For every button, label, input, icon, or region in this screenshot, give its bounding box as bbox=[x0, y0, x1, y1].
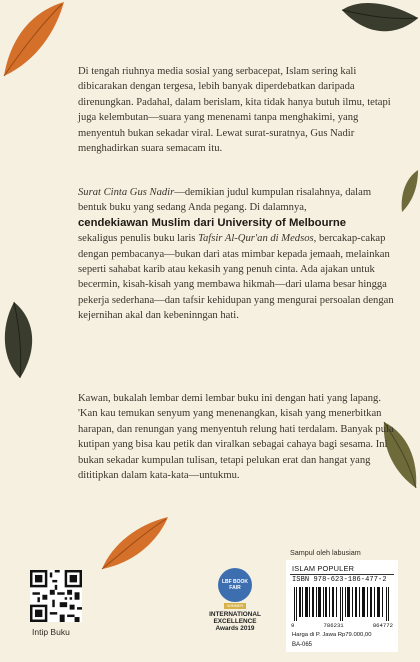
award-badge-text: LBF BOOK FAIR bbox=[221, 579, 249, 591]
award-ribbon: WINNER bbox=[224, 603, 246, 609]
divider bbox=[290, 574, 394, 575]
award-logo bbox=[198, 568, 272, 632]
olive-leaf-icon bbox=[396, 168, 420, 214]
award-badge-icon bbox=[218, 568, 252, 602]
qr-label: Intip Buku bbox=[32, 627, 70, 637]
barcode-digits bbox=[291, 622, 393, 629]
orange-leaf-icon bbox=[0, 0, 70, 80]
award-line-3: Awards 2019 bbox=[215, 625, 255, 632]
award-line-2: EXCELLENCE bbox=[213, 618, 257, 625]
dark-leaf-icon bbox=[0, 300, 40, 380]
barcode-digit-prefix: 9 bbox=[291, 622, 295, 629]
isbn-number: ISBN 978-623-186-477-2 bbox=[292, 576, 387, 584]
barcode-icon bbox=[292, 587, 392, 621]
dark-leaf-icon bbox=[340, 0, 420, 44]
barcode-digit-group-2: 864772 bbox=[372, 622, 393, 629]
paragraph-text: sekaligus penulis buku laris bbox=[78, 233, 196, 245]
paragraph-text: —demikian judul kumpulan risalahnya, dalam bentuk buku yang sedang Anda pegang. Di dalamnya, bbox=[78, 187, 372, 214]
barcode-label bbox=[286, 560, 398, 652]
barcode-digit-group-1: 786231 bbox=[323, 622, 344, 629]
blurb-paragraph-1: Di tengah riuhnya media sosial yang serbacepat, Islam sering kali dibicarakan dengan tergesa, lebih banyak diperdebatkan daripada direnungkan. Padahal, dalam berislam, kita tidak hanya butuh ilmu, tetapi juga kelembutan—suara yang menenami tanpa menghakimi, yang menyentuh bukan sekadar viral. Lewat surat-suratnya, Gus Nadir menghadirkan suara semacam itu. bbox=[78, 66, 391, 155]
award-line-1: INTERNATIONAL bbox=[209, 611, 261, 618]
blurb-paragraph-3: Kawan, bukalah lembar demi lembar buku ini dengan hati yang lapang. 'Kan kau temukan senyum yang menenangkan, kisah yang menerbitkan harapan, dan renungan yang menyentuh relung hati terdalam. Banyak pula kutipan yang bisa kau petik dan viralkan sebagai cahaya bagi sesama. Ini bukan sekadar kumpulan tulisan, tetapi pelukan erat dan hangat yang dititipkan dalam kata-kata—untukmu. bbox=[78, 393, 394, 482]
cover-designer-credit: Sampul oleh labusiam bbox=[290, 548, 361, 557]
blurb-paragraph-2 bbox=[78, 185, 396, 324]
book-title-italic: Surat Cinta Gus Nadir bbox=[78, 187, 175, 198]
paragraph-text: , bercakap-cakap dengan pembacanya—bukan dari atas mimbar kepada jemaah, melainkan seperti sahabat karib atau kekasih yang penuh cinta. Ada ajakan untuk becermin, kisah-kisah yang membawa hikmah—dari ulama besar hingga pekerja sederhana—dan tafsir kehidupan yang mengurai persoalan dengan kejernihan akal dan kebeninngan hati. bbox=[78, 233, 394, 322]
orange-leaf-icon bbox=[100, 515, 170, 571]
book-category: ISLAM POPULER bbox=[292, 564, 355, 573]
previous-book-title-italic: Tafsir Al-Qur'an di Medsos bbox=[198, 233, 314, 245]
qr-code-icon[interactable] bbox=[30, 570, 82, 622]
price-text: Harga di P. Jawa Rp79.000,00 bbox=[292, 632, 372, 638]
author-credential-bold: cendekiawan Muslim dari University of Melbourne bbox=[78, 216, 347, 229]
product-code: BA-065 bbox=[292, 642, 313, 648]
